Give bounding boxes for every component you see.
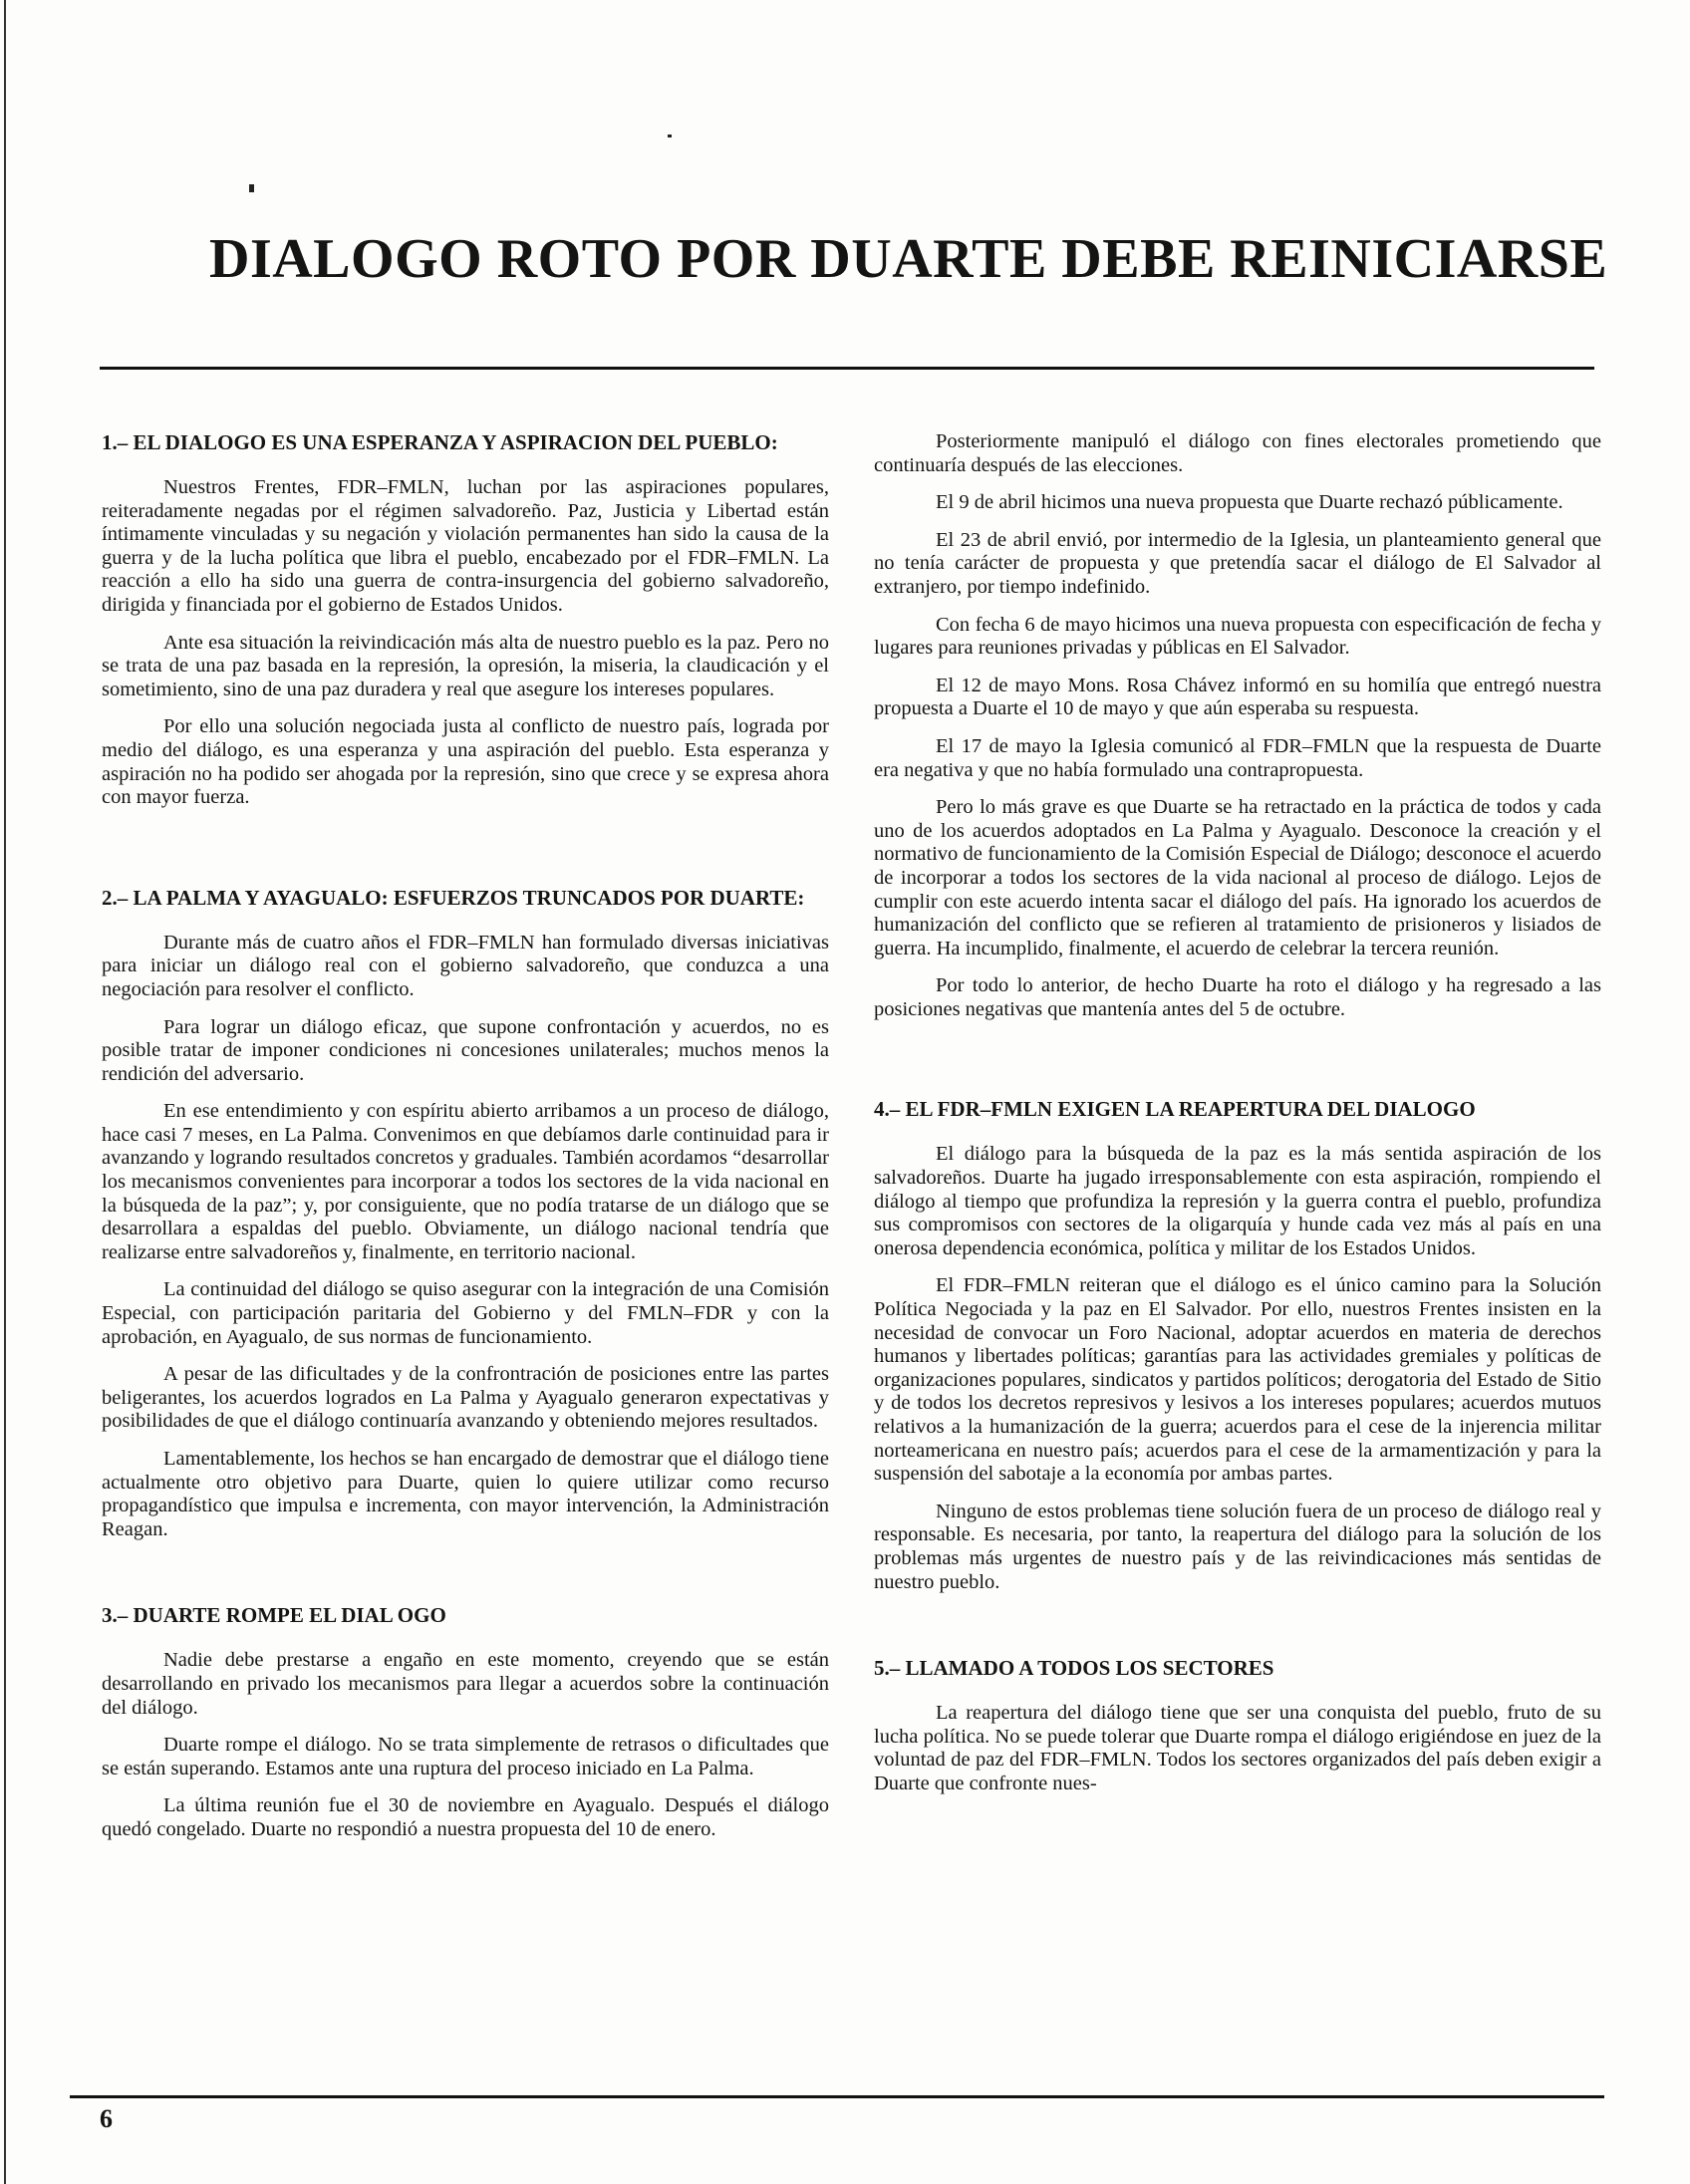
scan-speck [668, 135, 672, 137]
paragraph: El 9 de abril hicimos una nueva propuesta que Duarte rechazó públicamente. [936, 491, 1563, 514]
page-number: 6 [100, 2104, 113, 2133]
paragraph: A pesar de las dificultades y de la confrontración de posiciones entre las partes beligerantes, los acuerdos logrados en La Palma y Ayagualo generaron expectativas y posibilidades de que el diálogo continuaría avanzando y obteniendo mejores resultados. [102, 1363, 829, 1433]
paragraph: Con fecha 6 de mayo hicimos una nueva propuesta con especificación de fecha y lugares para reuniones privadas y públicas en El Salvador. [874, 613, 1601, 660]
paragraph: Para lograr un diálogo eficaz, que supone confrontación y acuerdos, no es posible tratar de imponer condiciones ni concesiones unilaterales; muchos menos la rendición del adversario. [102, 1015, 829, 1085]
paragraph: Ante esa situación la reivindicación más alta de nuestro pueblo es la paz. Pero no se trata de una paz basada en la represión, la opresión, la miseria, la claudicación y el sometimiento, sino de una paz duradera y real que asegure los intereses populares. [102, 631, 829, 700]
paragraph: Ninguno de estos problemas tiene solución fuera de un proceso de diálogo real y responsable. Es necesaria, por tanto, la reapertura del diálogo para la solución de los problemas más urgentes de nuestro país y de las reivindicaciones más sentidas de nuestro pueblo. [874, 1500, 1601, 1593]
article-title: DIALOGO ROTO POR DUARTE DEBE REINICIARSE [209, 228, 1608, 290]
paragraph: La reapertura del diálogo tiene que ser una conquista del pueblo, fruto de su lucha política. No se puede tolerar que Duarte rompa el diálogo erigiéndose en juez de la voluntad de paz del FDR–FMLN. Todos los sectores organizados del país deben exigir a Duarte que confronte nues- [874, 1702, 1601, 1794]
section-heading: 2.– LA PALMA Y AYAGUALO: ESFUERZOS TRUNCADOS POR DUARTE: [102, 885, 805, 910]
section-heading: 5.– LLAMADO A TODOS LOS SECTORES [874, 1656, 1274, 1681]
paragraph: El FDR–FMLN reiteran que el diálogo es el único camino para la Solución Política Negociada y la paz en El Salvador. Por ello, nuestros Frentes insisten en la necesidad de convocar un Foro Nacional, adoptar acuerdos en materia de derechos humanos y libertades políticas; garantías para las actividades gremiales y políticas de organizaciones populares, sindicatos y partidos políticos; derogatoria del Estado de Sitio y de todos los decretos represivos y lesivos a los intereses populares; acuerdos mutuos relativos a la humanización de la guerra; acuerdos para el cese de la injerencia militar norteamericana en nuestro país; acuerdos para el cese de la armamentización y para la suspensión del sabotaje a la economía por ambas partes. [874, 1274, 1601, 1486]
paragraph: La última reunión fue el 30 de noviembre en Ayagualo. Después el diálogo quedó congelado. Duarte no respondió a nuestra propuesta del 10 de enero. [102, 1794, 829, 1840]
paragraph: La continuidad del diálogo se quiso asegurar con la integración de una Comisión Especial, con participación paritaria del Gobierno y del FMLN–FDR y con la aprobación, en Ayagualo, de sus normas de funcionamiento. [102, 1278, 829, 1348]
footer-divider [70, 2095, 1604, 2098]
page-left-border [4, 0, 6, 2184]
title-divider [100, 367, 1594, 370]
section-heading: 1.– EL DIALOGO ES UNA ESPERANZA Y ASPIRACION DEL PUEBLO: [102, 430, 778, 454]
section-heading: 3.– DUARTE ROMPE EL DIAL OGO [102, 1603, 446, 1628]
scan-speck [249, 184, 254, 192]
paragraph: El diálogo para la búsqueda de la paz es la más sentida aspiración de los salvadoreños. Duarte ha jugado irresponsablemente con esta aspiración, rompiendo el diálogo al tiempo que profundiza la represión y la guerra contra el pueblo, profundiza sus compromisos con sectores de la oligarquía y hunde cada vez más al país en una onerosa dependencia económica, política y militar de los Estados Unidos. [874, 1143, 1601, 1259]
section-spacer [874, 1035, 1601, 1097]
paragraph: Nuestros Frentes, FDR–FMLN, luchan por las aspiraciones populares, reiteradamente negadas por el régimen salvadoreño. Paz, Justicia y Libertad están íntimamente vinculadas y su negación y violación permanentes han sido la causa de la guerra y de la lucha política que libra el pueblo, encabezado por el FDR–FMLN. La reacción a ello ha sido una guerra de contra-insurgencia del gobierno salvadoreño, dirigida y financiada por el gobierno de Estados Unidos. [102, 476, 829, 616]
paragraph: Nadie debe prestarse a engaño en este momento, creyendo que se están desarrollando en privado los mecanismos para llegar a acuerdos sobre la continuación del diálogo. [102, 1649, 829, 1719]
section-heading: 4.– EL FDR–FMLN EXIGEN LA REAPERTURA DEL DIALOGO [874, 1097, 1476, 1122]
section-spacer [102, 824, 829, 886]
left-column [102, 430, 829, 1856]
paragraph: El 12 de mayo Mons. Rosa Chávez informó en su homilía que entregó nuestra propuesta a Duarte el 10 de mayo y que aún esperaba su respuesta. [874, 674, 1601, 720]
paragraph: Posteriormente manipuló el diálogo con fines electorales prometiendo que continuaría después de las elecciones. [874, 430, 1601, 476]
right-column [874, 430, 1601, 1810]
section-spacer [102, 1555, 829, 1603]
paragraph: El 17 de mayo la Iglesia comunicó al FDR–FMLN que la respuesta de Duarte era negativa y que no había formulado una contrapropuesta. [874, 734, 1601, 781]
paragraph: Lamentablemente, los hechos se han encargado de demostrar que el diálogo tiene actualmente otro objetivo para Duarte, quien lo quiere utilizar como recurso propagandístico que impulsa e incrementa, con mayor intervención, la Administración Reagan. [102, 1448, 829, 1540]
paragraph: Pero lo más grave es que Duarte se ha retractado en la práctica de todos y cada uno de los acuerdos adoptados en La Palma y Ayagualo. Desconoce la creación y el normativo de funcionamiento de la Comisión Especial de Diálogo; desconoce el acuerdo de incorporar a todos los sectores de la vida nacional al proceso de diálogo. Lejos de cumplir con este acuerdo intenta sacar el diálogo del país. Ha ignorado los acuerdos de humanización del conflicto que se refieren al tratamiento de prisioneros y lisiados de guerra. Ha incumplido, finalmente, el acuerdo de celebrar la tercera reunión. [874, 796, 1601, 959]
paragraph: Duarte rompe el diálogo. No se trata simplemente de retrasos o dificultades que se están superando. Estamos ante una ruptura del proceso iniciado en La Palma. [102, 1734, 829, 1779]
section-spacer [874, 1608, 1601, 1656]
paragraph: Por todo lo anterior, de hecho Duarte ha roto el diálogo y ha regresado a las posiciones negativas que mantenía antes del 5 de octubre. [874, 974, 1601, 1020]
paragraph: Durante más de cuatro años el FDR–FMLN han formulado diversas iniciativas para iniciar un diálogo real con el gobierno salvadoreño, que conduzca a una negociación para resolver el conflicto. [102, 931, 829, 1000]
paragraph: El 23 de abril envió, por intermedio de la Iglesia, un planteamiento general que no tenía carácter de propuesta y que pretendía sacar el diálogo de El Salvador al extranjero, por tiempo indefinido. [874, 528, 1601, 598]
paragraph: En ese entendimiento y con espíritu abierto arribamos a un proceso de diálogo, hace casi 7 meses, en La Palma. Convenimos en que debíamos darle continuidad para ir avanzando y logrando resultados concretos y graduales. También acordamos “desarrollar los mecanismos convenientes para incorporar a todos los sectores de la vida nacional en la búsqueda de la paz”; y, por consiguiente, que no podía tratarse de un diálogo que se desarrollara a espaldas del pueblo. Obviamente, un diálogo nacional tendría que realizarse entre salvadoreños y, finalmente, en territorio nacional. [102, 1100, 829, 1263]
paragraph: Por ello una solución negociada justa al conflicto de nuestro país, lograda por medio del diálogo, es una esperanza y una aspiración del pueblo. Esta esperanza y aspiración no ha podido ser ahogada por la represión, sino que crece y se expresa ahora con mayor fuerza. [102, 715, 829, 809]
